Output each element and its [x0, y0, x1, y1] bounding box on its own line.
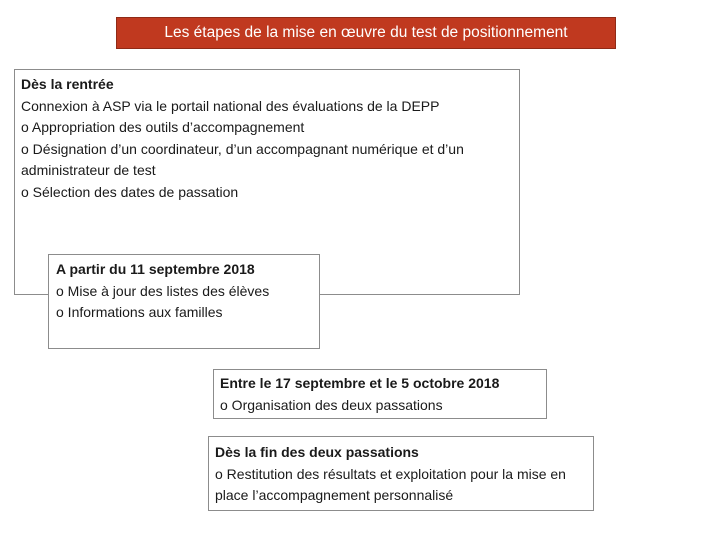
step-line: o Mise à jour des listes des élèves [56, 282, 270, 299]
step-line: o Désignation d’un coordinateur, d’un accompagnant numérique et d’un administrateur de test [21, 140, 464, 178]
step-box-17-septembre-5-octobre [213, 369, 547, 419]
step-box-fin-passations [208, 436, 594, 511]
step-line: o Sélection des dates de passation [21, 183, 239, 200]
step-box-11-septembre [48, 254, 320, 349]
diagram-title: Les étapes de la mise en œuvre du test de positionnement [116, 17, 616, 49]
step-heading: Entre le 17 septembre et le 5 octobre 2018 [220, 375, 500, 391]
step-line: o Appropriation des outils d’accompagnement [21, 119, 305, 135]
step-line: o Restitution des résultats et exploitation pour la mise en place l’accompagnement personnalisé [215, 465, 566, 503]
step-line: o Informations aux familles [56, 304, 223, 320]
step-heading: A partir du 11 septembre 2018 [56, 261, 255, 277]
step-heading: Dès la rentrée [21, 76, 114, 92]
step-heading: Dès la fin des deux passations [215, 444, 419, 460]
step-line: o Organisation des deux passations [220, 396, 443, 413]
step-line: Connexion à ASP via le portail national des évaluations de la DEPP [21, 97, 440, 114]
